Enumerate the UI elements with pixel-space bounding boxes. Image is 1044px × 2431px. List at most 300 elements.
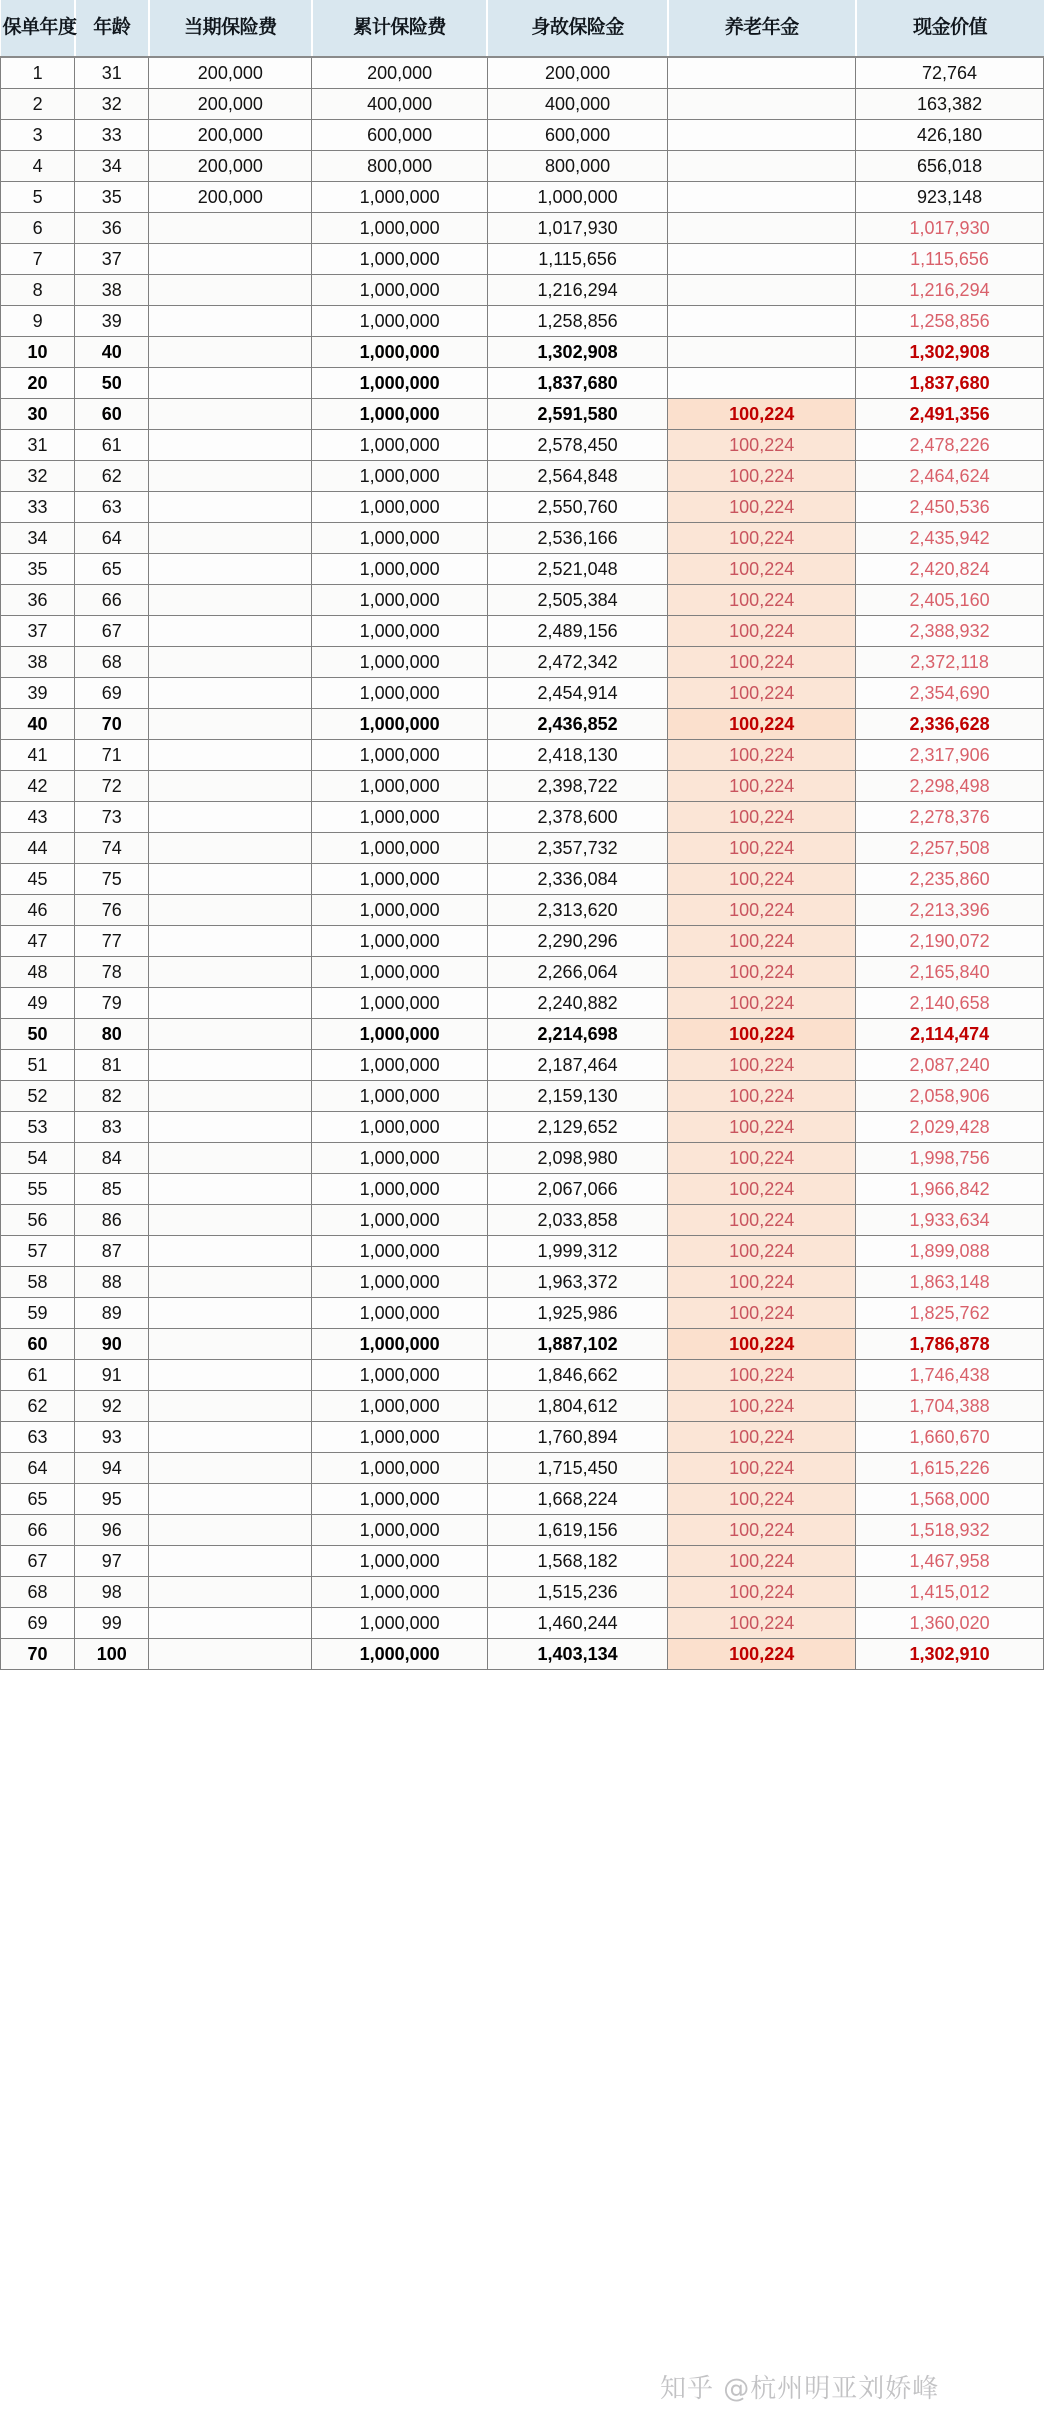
cell-death_benefit: 2,187,464 <box>487 1050 667 1081</box>
cell-current_premium <box>149 1236 312 1267</box>
cell-cumulative_premium: 1,000,000 <box>312 1112 487 1143</box>
cell-age: 50 <box>75 368 149 399</box>
cell-policy_year: 51 <box>1 1050 75 1081</box>
table-row <box>1 368 1044 399</box>
cell-policy_year: 39 <box>1 678 75 709</box>
cell-cash_value: 1,746,438 <box>856 1360 1044 1391</box>
cell-age: 39 <box>75 306 149 337</box>
cell-cumulative_premium: 1,000,000 <box>312 1546 487 1577</box>
cell-pension_annuity: 100,224 <box>668 1422 856 1453</box>
cell-pension_annuity: 100,224 <box>668 771 856 802</box>
cell-death_benefit: 1,846,662 <box>487 1360 667 1391</box>
cell-cumulative_premium: 1,000,000 <box>312 492 487 523</box>
cell-age: 90 <box>75 1329 149 1360</box>
cell-pension_annuity: 100,224 <box>668 1360 856 1391</box>
cell-age: 91 <box>75 1360 149 1391</box>
cell-cash_value: 2,464,624 <box>856 461 1044 492</box>
cell-policy_year: 7 <box>1 244 75 275</box>
table-row <box>1 57 1044 89</box>
cell-pension_annuity: 100,224 <box>668 461 856 492</box>
cell-cumulative_premium: 1,000,000 <box>312 1422 487 1453</box>
cell-cash_value: 1,467,958 <box>856 1546 1044 1577</box>
cell-age: 31 <box>75 57 149 89</box>
col-age: 年龄 <box>75 0 149 57</box>
cell-policy_year: 31 <box>1 430 75 461</box>
cell-cash_value: 2,317,906 <box>856 740 1044 771</box>
cell-cumulative_premium: 1,000,000 <box>312 1484 487 1515</box>
cell-death_benefit: 2,240,882 <box>487 988 667 1019</box>
cell-policy_year: 42 <box>1 771 75 802</box>
cell-policy_year: 57 <box>1 1236 75 1267</box>
cell-death_benefit: 2,454,914 <box>487 678 667 709</box>
cell-age: 72 <box>75 771 149 802</box>
cell-age: 33 <box>75 120 149 151</box>
table-row <box>1 213 1044 244</box>
cell-cumulative_premium: 600,000 <box>312 120 487 151</box>
cell-death_benefit: 2,067,066 <box>487 1174 667 1205</box>
cell-death_benefit: 2,129,652 <box>487 1112 667 1143</box>
cell-cumulative_premium: 1,000,000 <box>312 988 487 1019</box>
cell-cumulative_premium: 1,000,000 <box>312 957 487 988</box>
cell-pension_annuity: 100,224 <box>668 895 856 926</box>
cell-current_premium <box>149 492 312 523</box>
cell-cash_value: 1,568,000 <box>856 1484 1044 1515</box>
cell-cumulative_premium: 1,000,000 <box>312 1019 487 1050</box>
cell-current_premium <box>149 802 312 833</box>
cell-age: 71 <box>75 740 149 771</box>
cell-policy_year: 54 <box>1 1143 75 1174</box>
cell-age: 40 <box>75 337 149 368</box>
cell-pension_annuity: 100,224 <box>668 1546 856 1577</box>
table-row <box>1 771 1044 802</box>
cell-current_premium <box>149 275 312 306</box>
cell-current_premium: 200,000 <box>149 57 312 89</box>
cell-current_premium <box>149 678 312 709</box>
cell-cash_value: 72,764 <box>856 57 1044 89</box>
cell-age: 86 <box>75 1205 149 1236</box>
cell-death_benefit: 1,619,156 <box>487 1515 667 1546</box>
cell-current_premium <box>149 709 312 740</box>
cell-death_benefit: 1,837,680 <box>487 368 667 399</box>
cell-death_benefit: 2,578,450 <box>487 430 667 461</box>
cell-policy_year: 64 <box>1 1453 75 1484</box>
cell-cash_value: 1,899,088 <box>856 1236 1044 1267</box>
cell-pension_annuity <box>668 275 856 306</box>
table-row <box>1 1360 1044 1391</box>
cell-death_benefit: 1,925,986 <box>487 1298 667 1329</box>
cell-pension_annuity: 100,224 <box>668 1267 856 1298</box>
cell-current_premium <box>149 616 312 647</box>
cell-policy_year: 49 <box>1 988 75 1019</box>
cell-pension_annuity <box>668 151 856 182</box>
table-row <box>1 1608 1044 1639</box>
cell-policy_year: 70 <box>1 1639 75 1670</box>
cell-cash_value: 1,216,294 <box>856 275 1044 306</box>
cell-policy_year: 48 <box>1 957 75 988</box>
cell-death_benefit: 2,550,760 <box>487 492 667 523</box>
cell-pension_annuity: 100,224 <box>668 399 856 430</box>
cell-death_benefit: 200,000 <box>487 57 667 89</box>
cell-cash_value: 1,615,226 <box>856 1453 1044 1484</box>
cell-policy_year: 63 <box>1 1422 75 1453</box>
cell-death_benefit: 2,505,384 <box>487 585 667 616</box>
cell-pension_annuity <box>668 57 856 89</box>
cell-policy_year: 58 <box>1 1267 75 1298</box>
cell-cumulative_premium: 800,000 <box>312 151 487 182</box>
cell-death_benefit: 1,760,894 <box>487 1422 667 1453</box>
cell-current_premium <box>149 1143 312 1174</box>
cell-age: 74 <box>75 833 149 864</box>
table-row <box>1 833 1044 864</box>
cell-cash_value: 2,372,118 <box>856 647 1044 678</box>
cell-cash_value: 2,420,824 <box>856 554 1044 585</box>
cell-pension_annuity: 100,224 <box>668 616 856 647</box>
table-row <box>1 1298 1044 1329</box>
cell-cash_value: 2,405,160 <box>856 585 1044 616</box>
cell-death_benefit: 2,591,580 <box>487 399 667 430</box>
table-row <box>1 1236 1044 1267</box>
cell-death_benefit: 2,290,296 <box>487 926 667 957</box>
table-row <box>1 151 1044 182</box>
cell-age: 95 <box>75 1484 149 1515</box>
cell-cumulative_premium: 1,000,000 <box>312 1174 487 1205</box>
cell-death_benefit: 1,216,294 <box>487 275 667 306</box>
cell-pension_annuity: 100,224 <box>668 957 856 988</box>
cell-cash_value: 2,165,840 <box>856 957 1044 988</box>
cell-pension_annuity: 100,224 <box>668 709 856 740</box>
cell-age: 100 <box>75 1639 149 1670</box>
cell-age: 75 <box>75 864 149 895</box>
cell-policy_year: 44 <box>1 833 75 864</box>
cell-policy_year: 53 <box>1 1112 75 1143</box>
cell-current_premium <box>149 1081 312 1112</box>
cell-pension_annuity: 100,224 <box>668 1205 856 1236</box>
cell-cumulative_premium: 1,000,000 <box>312 802 487 833</box>
cell-pension_annuity: 100,224 <box>668 647 856 678</box>
cell-age: 73 <box>75 802 149 833</box>
cell-pension_annuity: 100,224 <box>668 1577 856 1608</box>
cell-cash_value: 656,018 <box>856 151 1044 182</box>
cell-cumulative_premium: 1,000,000 <box>312 306 487 337</box>
cell-age: 82 <box>75 1081 149 1112</box>
cell-cash_value: 1,966,842 <box>856 1174 1044 1205</box>
cell-current_premium <box>149 554 312 585</box>
cell-death_benefit: 2,564,848 <box>487 461 667 492</box>
cell-current_premium <box>149 1329 312 1360</box>
cell-current_premium <box>149 833 312 864</box>
cell-cash_value: 1,115,656 <box>856 244 1044 275</box>
cell-current_premium <box>149 864 312 895</box>
table-row <box>1 275 1044 306</box>
cell-age: 64 <box>75 523 149 554</box>
table-row <box>1 1329 1044 1360</box>
cell-age: 61 <box>75 430 149 461</box>
cell-pension_annuity <box>668 89 856 120</box>
cell-cumulative_premium: 1,000,000 <box>312 833 487 864</box>
cell-current_premium: 200,000 <box>149 182 312 213</box>
cell-pension_annuity: 100,224 <box>668 833 856 864</box>
cell-death_benefit: 400,000 <box>487 89 667 120</box>
header-row <box>1 0 1044 57</box>
cell-cash_value: 1,786,878 <box>856 1329 1044 1360</box>
cell-cash_value: 1,415,012 <box>856 1577 1044 1608</box>
cell-current_premium <box>149 1205 312 1236</box>
cell-current_premium <box>149 1050 312 1081</box>
col-cash-value: 现金价值 <box>856 0 1044 57</box>
cell-cash_value: 2,140,658 <box>856 988 1044 1019</box>
cell-cash_value: 1,863,148 <box>856 1267 1044 1298</box>
cell-age: 94 <box>75 1453 149 1484</box>
cell-cumulative_premium: 1,000,000 <box>312 1267 487 1298</box>
cell-age: 88 <box>75 1267 149 1298</box>
cell-policy_year: 59 <box>1 1298 75 1329</box>
cell-death_benefit: 600,000 <box>487 120 667 151</box>
cell-current_premium <box>149 585 312 616</box>
cell-pension_annuity <box>668 120 856 151</box>
cell-policy_year: 5 <box>1 182 75 213</box>
cell-current_premium <box>149 1019 312 1050</box>
cell-age: 65 <box>75 554 149 585</box>
cell-cumulative_premium: 1,000,000 <box>312 771 487 802</box>
table-row <box>1 1050 1044 1081</box>
cell-age: 97 <box>75 1546 149 1577</box>
cell-cumulative_premium: 1,000,000 <box>312 430 487 461</box>
cell-policy_year: 52 <box>1 1081 75 1112</box>
cell-cumulative_premium: 200,000 <box>312 57 487 89</box>
cell-cash_value: 1,302,910 <box>856 1639 1044 1670</box>
cell-policy_year: 67 <box>1 1546 75 1577</box>
cell-death_benefit: 1,000,000 <box>487 182 667 213</box>
table-row <box>1 1639 1044 1670</box>
cell-cash_value: 923,148 <box>856 182 1044 213</box>
cell-age: 96 <box>75 1515 149 1546</box>
col-cumulative-premium: 累计保险费 <box>312 0 487 57</box>
cell-cumulative_premium: 1,000,000 <box>312 1298 487 1329</box>
cell-current_premium <box>149 1639 312 1670</box>
cell-age: 85 <box>75 1174 149 1205</box>
table-row <box>1 1453 1044 1484</box>
cell-pension_annuity: 100,224 <box>668 1453 856 1484</box>
cell-cumulative_premium: 1,000,000 <box>312 461 487 492</box>
cell-policy_year: 62 <box>1 1391 75 1422</box>
cell-current_premium <box>149 399 312 430</box>
cell-age: 83 <box>75 1112 149 1143</box>
cell-age: 77 <box>75 926 149 957</box>
table-row <box>1 802 1044 833</box>
cell-age: 37 <box>75 244 149 275</box>
cell-death_benefit: 2,313,620 <box>487 895 667 926</box>
cell-pension_annuity: 100,224 <box>668 1608 856 1639</box>
cell-cash_value: 2,388,932 <box>856 616 1044 647</box>
cell-policy_year: 9 <box>1 306 75 337</box>
cell-age: 63 <box>75 492 149 523</box>
cell-cumulative_premium: 1,000,000 <box>312 554 487 585</box>
cell-cash_value: 2,029,428 <box>856 1112 1044 1143</box>
cell-current_premium <box>149 1112 312 1143</box>
cell-cash_value: 2,257,508 <box>856 833 1044 864</box>
cell-cash_value: 2,336,628 <box>856 709 1044 740</box>
cell-death_benefit: 2,336,084 <box>487 864 667 895</box>
table-row <box>1 1143 1044 1174</box>
cell-age: 60 <box>75 399 149 430</box>
cell-current_premium <box>149 1484 312 1515</box>
cell-cumulative_premium: 1,000,000 <box>312 1391 487 1422</box>
cell-cash_value: 1,660,670 <box>856 1422 1044 1453</box>
cell-current_premium <box>149 337 312 368</box>
cell-pension_annuity: 100,224 <box>668 1112 856 1143</box>
cell-policy_year: 2 <box>1 89 75 120</box>
cell-pension_annuity: 100,224 <box>668 1329 856 1360</box>
cell-policy_year: 3 <box>1 120 75 151</box>
cell-age: 38 <box>75 275 149 306</box>
cell-current_premium <box>149 1298 312 1329</box>
table-row <box>1 523 1044 554</box>
cell-current_premium <box>149 926 312 957</box>
cell-cash_value: 2,190,072 <box>856 926 1044 957</box>
cell-cash_value: 2,235,860 <box>856 864 1044 895</box>
table-row <box>1 926 1044 957</box>
cell-cash_value: 1,518,932 <box>856 1515 1044 1546</box>
cell-cash_value: 2,114,474 <box>856 1019 1044 1050</box>
cell-policy_year: 47 <box>1 926 75 957</box>
cell-policy_year: 34 <box>1 523 75 554</box>
cell-age: 68 <box>75 647 149 678</box>
cell-death_benefit: 1,302,908 <box>487 337 667 368</box>
cell-age: 92 <box>75 1391 149 1422</box>
table-row <box>1 709 1044 740</box>
cell-cash_value: 1,302,908 <box>856 337 1044 368</box>
cell-current_premium <box>149 1546 312 1577</box>
cell-current_premium <box>149 647 312 678</box>
cell-cumulative_premium: 1,000,000 <box>312 740 487 771</box>
cell-age: 67 <box>75 616 149 647</box>
cell-current_premium <box>149 1515 312 1546</box>
cell-age: 99 <box>75 1608 149 1639</box>
table-row <box>1 244 1044 275</box>
cell-pension_annuity: 100,224 <box>668 1081 856 1112</box>
cell-death_benefit: 1,715,450 <box>487 1453 667 1484</box>
cell-age: 34 <box>75 151 149 182</box>
cell-age: 76 <box>75 895 149 926</box>
cell-cumulative_premium: 1,000,000 <box>312 616 487 647</box>
cell-current_premium <box>149 461 312 492</box>
cell-policy_year: 36 <box>1 585 75 616</box>
cell-death_benefit: 2,378,600 <box>487 802 667 833</box>
cell-pension_annuity <box>668 213 856 244</box>
cell-cash_value: 1,360,020 <box>856 1608 1044 1639</box>
cell-policy_year: 66 <box>1 1515 75 1546</box>
cell-age: 62 <box>75 461 149 492</box>
cell-cumulative_premium: 1,000,000 <box>312 709 487 740</box>
cell-death_benefit: 2,521,048 <box>487 554 667 585</box>
cell-policy_year: 46 <box>1 895 75 926</box>
table-row <box>1 306 1044 337</box>
cell-current_premium <box>149 771 312 802</box>
cell-current_premium <box>149 244 312 275</box>
cell-pension_annuity: 100,224 <box>668 1484 856 1515</box>
table-row <box>1 1112 1044 1143</box>
cell-age: 35 <box>75 182 149 213</box>
col-death-benefit: 身故保险金 <box>487 0 667 57</box>
cell-death_benefit: 1,017,930 <box>487 213 667 244</box>
cell-policy_year: 41 <box>1 740 75 771</box>
cell-cumulative_premium: 1,000,000 <box>312 1608 487 1639</box>
cell-cash_value: 2,354,690 <box>856 678 1044 709</box>
cell-policy_year: 33 <box>1 492 75 523</box>
cell-current_premium <box>149 988 312 1019</box>
cell-cumulative_premium: 1,000,000 <box>312 337 487 368</box>
table-row <box>1 678 1044 709</box>
cell-cash_value: 2,491,356 <box>856 399 1044 430</box>
cell-current_premium <box>149 1360 312 1391</box>
cell-cumulative_premium: 1,000,000 <box>312 864 487 895</box>
cell-cumulative_premium: 1,000,000 <box>312 1360 487 1391</box>
cell-pension_annuity: 100,224 <box>668 1174 856 1205</box>
cell-death_benefit: 2,536,166 <box>487 523 667 554</box>
cell-death_benefit: 2,489,156 <box>487 616 667 647</box>
cell-age: 84 <box>75 1143 149 1174</box>
cell-policy_year: 10 <box>1 337 75 368</box>
cell-death_benefit: 2,098,980 <box>487 1143 667 1174</box>
table-row <box>1 585 1044 616</box>
cell-policy_year: 45 <box>1 864 75 895</box>
cell-policy_year: 55 <box>1 1174 75 1205</box>
cell-current_premium <box>149 1267 312 1298</box>
cell-pension_annuity: 100,224 <box>668 1050 856 1081</box>
cell-current_premium <box>149 1453 312 1484</box>
cell-cumulative_premium: 1,000,000 <box>312 368 487 399</box>
cell-cumulative_premium: 1,000,000 <box>312 1205 487 1236</box>
table-row <box>1 182 1044 213</box>
cell-age: 32 <box>75 89 149 120</box>
cell-death_benefit: 1,515,236 <box>487 1577 667 1608</box>
cell-cumulative_premium: 1,000,000 <box>312 1515 487 1546</box>
cell-current_premium <box>149 213 312 244</box>
table-row <box>1 337 1044 368</box>
cell-age: 70 <box>75 709 149 740</box>
cell-policy_year: 1 <box>1 57 75 89</box>
cell-current_premium: 200,000 <box>149 120 312 151</box>
cell-age: 89 <box>75 1298 149 1329</box>
table-row <box>1 1484 1044 1515</box>
cell-pension_annuity: 100,224 <box>668 430 856 461</box>
cell-death_benefit: 2,214,698 <box>487 1019 667 1050</box>
cell-cash_value: 163,382 <box>856 89 1044 120</box>
cell-death_benefit: 2,418,130 <box>487 740 667 771</box>
cell-death_benefit: 2,472,342 <box>487 647 667 678</box>
cell-death_benefit: 1,403,134 <box>487 1639 667 1670</box>
cell-cumulative_premium: 1,000,000 <box>312 1639 487 1670</box>
cell-current_premium <box>149 1577 312 1608</box>
cell-cumulative_premium: 1,000,000 <box>312 244 487 275</box>
cell-policy_year: 43 <box>1 802 75 833</box>
cell-cumulative_premium: 1,000,000 <box>312 399 487 430</box>
table-row <box>1 554 1044 585</box>
cell-policy_year: 68 <box>1 1577 75 1608</box>
cell-pension_annuity: 100,224 <box>668 1236 856 1267</box>
cell-pension_annuity <box>668 368 856 399</box>
cell-current_premium <box>149 1391 312 1422</box>
cell-pension_annuity <box>668 182 856 213</box>
col-policy-year: 保单年度 <box>1 0 75 57</box>
cell-age: 80 <box>75 1019 149 1050</box>
cell-death_benefit: 1,460,244 <box>487 1608 667 1639</box>
cell-cumulative_premium: 1,000,000 <box>312 895 487 926</box>
cell-pension_annuity: 100,224 <box>668 554 856 585</box>
cell-cumulative_premium: 1,000,000 <box>312 1329 487 1360</box>
cell-death_benefit: 2,357,732 <box>487 833 667 864</box>
cell-death_benefit: 2,436,852 <box>487 709 667 740</box>
